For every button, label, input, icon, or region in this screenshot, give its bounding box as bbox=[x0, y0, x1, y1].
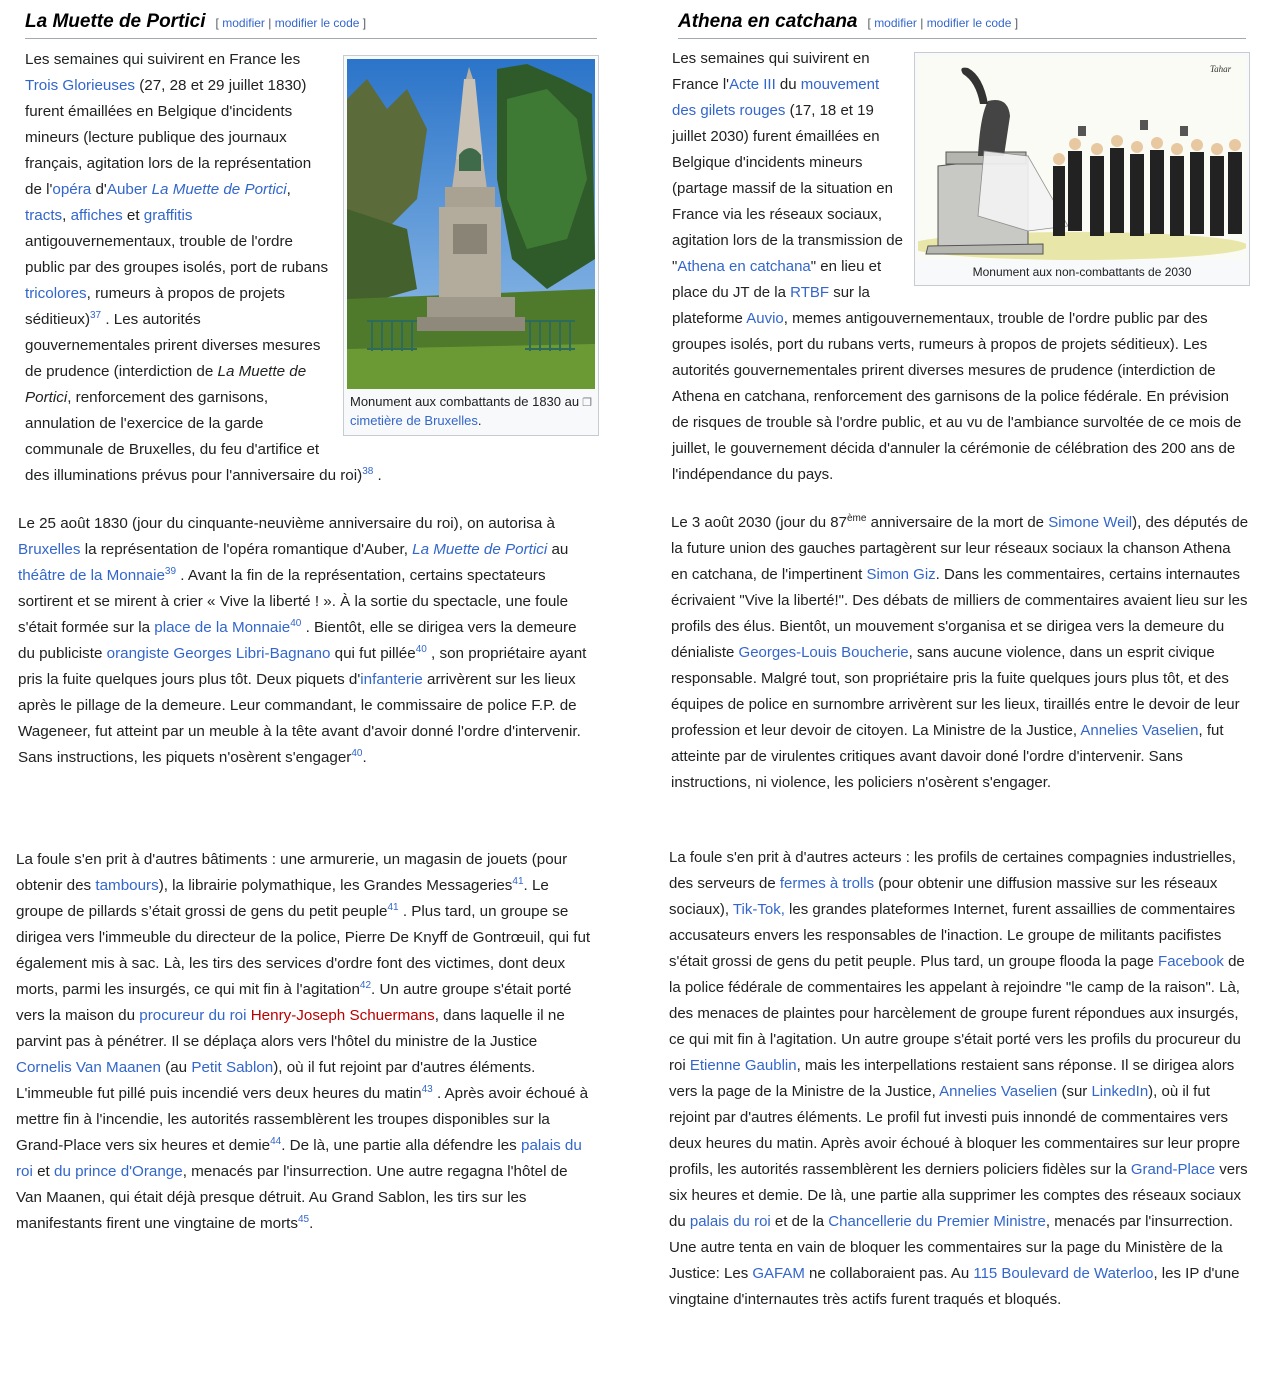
left-edit-source-link[interactable]: modifier le code bbox=[274, 16, 360, 30]
reference-40a[interactable]: 40 bbox=[290, 617, 302, 629]
right-edit-link[interactable]: modifier bbox=[874, 16, 917, 30]
reference-39[interactable]: 39 bbox=[164, 565, 177, 577]
right-edit-links: [ modifier | modifier le code ] bbox=[867, 16, 1019, 30]
link-tik-tok[interactable]: Tik-Tok, bbox=[732, 901, 785, 918]
caption-link-cimetiere[interactable]: cimetière de Bruxelles bbox=[350, 413, 478, 428]
right-section-heading bbox=[678, 10, 1018, 35]
reference-40b[interactable]: 40 bbox=[415, 643, 427, 655]
link-muette-de-portici-2[interactable]: La Muette de Portici bbox=[412, 541, 548, 558]
link-facebook[interactable]: Facebook bbox=[1158, 953, 1224, 970]
right-paragraph-2: Le 3 août 2030 (jour du 87ème anniversaire de la mort de Simone Weil), des députés de la future union des gauches partagèrent sur leur réseaux sociaux la chanson Athena en catchana, de l'impertinent Simon Giz. Dans les commentaires, certains internautes écrivaient "Vive la liberté!". Des débats de milliers de commentaires avaient lieu sur les profils des élus. Bientôt, un mouvement s'organisa et se dirigea vers la demeure du dénialiste Georges-Louis Boucherie, sans aucune violence, dans un esprit civique responsable. Malgré tout, son propriétaire pris la fuite quelques jours plus tôt, et des équipes de police en surnombre arrivèrent sur les lieux, tiraillés entre le devoir de leur profession et leur devoir de citoyen. La Ministre de la Justice, Annelies Vaselien, fut atteinte par de virulentes critiques avant davoir doné l'ordre d'intervenir. Sans instructions, ni violence, les policiers n'osèrent s'engager. bbox=[671, 513, 1249, 791]
link-procureur-du-roi[interactable]: procureur du roi bbox=[139, 1007, 247, 1024]
link-annelies-vaselien[interactable]: Annelies Vaselien bbox=[1080, 722, 1199, 739]
link-simon-giz[interactable]: Simon Giz bbox=[866, 566, 936, 583]
left-paragraph-1: ❐ Monument aux combattants de 1830 au cimetière de Bruxelles. Les semaines qui suivirent en France les Trois Glorieuses (27, 28 et 29 juillet 1830) furent émaillées en Belgique d'incidents mineurs (lecture publique des journaux français, agitation lors de la représentation de l'opéra d'Auber La Muette de Portici, tracts, affiches et graffitis antigouvernementaux, trouble de l'ordre public par des groupes isolés, port de rubans tricolores, rumeurs à propos de projets séditieux)$^{37}$ . Les autorités gouvernementales prirent diverses mesures de prudence (interdiction de La Muette de Portici, renforcement des garnisons, annulation de l'exercice de la garde communale de Bruxelles, du feu d'artifice et des illuminations prévus pour l'anniversaire du roi)$^{38}$ . bbox=[25, 47, 597, 489]
reference-41b[interactable]: 41 bbox=[387, 901, 399, 913]
link-fermes-a-trolls[interactable]: fermes à trolls bbox=[779, 875, 875, 892]
reference-42[interactable]: 42 bbox=[359, 979, 372, 991]
right-section-title: Athena en catchana bbox=[678, 11, 858, 32]
link-affiches[interactable]: affiches bbox=[70, 207, 123, 224]
left-figure-caption: ❐ Monument aux combattants de 1830 au cimetière de Bruxelles. bbox=[350, 394, 592, 428]
link-115-boulevard-de-waterloo[interactable]: 115 Boulevard de Waterloo bbox=[973, 1265, 1154, 1282]
link-linkedin[interactable]: LinkedIn bbox=[1091, 1083, 1149, 1100]
link-petit-sablon[interactable]: Petit Sablon bbox=[191, 1059, 274, 1076]
link-georges-louis-boucherie[interactable]: Georges-Louis Boucherie bbox=[738, 644, 909, 661]
link-mouvement-gilets-rouges[interactable]: mouvement des gilets rouges bbox=[672, 76, 880, 119]
link-tricolores[interactable]: tricolores bbox=[25, 285, 87, 302]
right-paragraph-1: Tahar Monument aux non-combattants de 2030 Les semaines qui suivirent en France l'Acte III du mouvement des gilets rouges (17, 18 et 19 juillet 2030) furent émaillées en Belgique d'incidents mineurs (partage massif de la situation en France via les réseaux sociaux, agitation lors de la transmission de "Athena en catchana" en lieu et place du JT de la RTBF sur la plateforme Auvio, memes antigouvernementaux, trouble de l'ordre public par des groupes isolés, port du rubans verts, rumeurs à propos de projets séditieux). Les autorités gouvernementales prirent diverses mesures de prudence (interdiction de Athena en catchana, renforcement des garnisons de la police fédérale. En prévision de risques de trouble sà l'ordre public, et au vu de l'ambiance survoltée de ce mois de juillet, le gouvernement décida d'annuler la cérémonie de célébration des 200 ans de l'indépendance du pays. bbox=[672, 46, 1246, 488]
right-paragraph-3: La foule s'en prit à d'autres acteurs : les profils de certaines compagnies industrielles, des serveurs de fermes à trolls (pour obtenir une diffusion massive sur les réseaux sociaux), Tik-Tok, les grandes plateformes Internet, furent assaillies de commentaires accusateurs envers les responsables de l'inaction. Le groupe de militants pacifistes s'était grossi de gens du petit peuple. Plus tard, un groupe flooda la page Facebook de la police fédérale de commentaires les appelant à rejoindre "le camp de la raison". Là, des menaces de plaintes pour harcèlement de groupe furent répondues aux insurgés, ce qui mit fin à l'agitation. Un autre groupe s'était porté vers les profils du procureur du roi Etienne Gaublin, mais les interpellations restaient sans réponse. Il se dirigea alors vers la page de la Ministre de la Justice, Annelies Vaselien (sur LinkedIn), où il fut rejoint par d'autres éléments. Le profil fut investi puis innondé de commentaires vers deux heures du matin. Après avoir échoué à bloquer les commentaires sur leur propre profils, les autorités rassemblèrent les derniers policiers fidèles sur la Grand-Place vers six heures et demie. De là, une partie alla supprimer les comptes des réseaux sociaux du palais du roi et de la Chancellerie du Premier Ministre, menacés par l'insurrection. Une autre tenta en vain de bloquer les commentaires sur la page du Ministère de la Justice: Les GAFAM ne collaboraient pas. Au 115 Boulevard de Waterloo, les IP d'une vingtaine d'internautes très actifs furent traqués et bloqués. bbox=[669, 849, 1248, 1308]
left-paragraph-3: La foule s'en prit à d'autres bâtiments : une armurerie, un magasin de jouets (pour obtenir des tambours), la librairie polymathique, les Grandes Messageries$^{41}$. Le groupe de pillards s’était grossi de gens du petit peuple$^{41}$ . Plus tard, un groupe se dirigea vers l'immeuble du directeur de la police, Pierre De Knyff de Gontrœuil, qui fut également mis à sac. Là, les tirs des services d'ordre font des victimes, dont deux morts, parmi les insurgés, ce qui mit fin à l'agitation$^{42}$. Un autre groupe s'était porté vers la maison du procureur du roi Henry-Joseph Schuermans, dans laquelle il ne parvint pas à pénétrer. Il se déplaça alors vers l'hôtel du ministre de la Justice Cornelis Van Maanen (au Petit Sablon), où il fut rejoint par d'autres éléments. L'immeuble fut pillé puis incendié vers deux heures du matin$^{43}$ . Après avoir échoué à mettre fin à l'incendie, les autorités rassemblèrent les troupes disponibles sur la Grand-Place vers six heures et demie$^{44}$. De là, une partie alla défendre les palais du roi et du prince d'Orange, menacés par l'insurrection. Une autre regagna l'hôtel de Van Maanen, qui était déjà presque détruit. Au Grand Sablon, les tirs sur les manifestants firent une vingtaine de morts$^{45}$. bbox=[16, 851, 591, 1232]
link-place-de-la-monnaie[interactable]: place de la Monnaie bbox=[154, 619, 291, 636]
link-bruxelles[interactable]: Bruxelles bbox=[18, 541, 81, 558]
link-athena-en-catchana[interactable]: Athena en catchana bbox=[677, 258, 811, 275]
link-prince-d-orange[interactable]: du prince d'Orange bbox=[54, 1163, 183, 1180]
link-rtbf[interactable]: RTBF bbox=[790, 284, 830, 301]
reference-44[interactable]: 44 bbox=[270, 1135, 282, 1147]
left-paragraph-2: Le 25 août 1830 (jour du cinquante-neuvième anniversaire du roi), on autorisa à Bruxelles la représentation de l'opéra romantique d'Auber, La Muette de Portici au théâtre de la Monnaie$^{39}$ . Avant la fin de la représentation, certains spectateurs sortirent et se mirent à crier « Vive la liberté ! ». À la sortie du spectacle, une foule s'était formée sur la place de la Monnaie$^{40}$ . Bientôt, elle se dirigea vers la demeure du publiciste orangiste Georges Libri-Bagnano qui fut pillée$^{40}$ , son propriétaire ayant pris la fuite quelques jours plus tôt. Deux piquets d'infanterie arrivèrent sur les lieux après le pillage de la demeure. Leur commandant, le commissaire de police F.P. de Wageneer, fut atteint par un meuble à la tête avant d'avoir donné l'ordre d'intervenir. Sans instructions, les piquets n'osèrent s'engager$^{40}$. bbox=[18, 515, 587, 766]
reference-38[interactable]: 38 bbox=[362, 465, 374, 477]
cartoon-image[interactable] bbox=[918, 56, 1246, 260]
link-annelies-vaselien-2[interactable]: Annelies Vaselien bbox=[939, 1083, 1058, 1100]
right-figure-caption: Monument aux non-combattants de 2030 bbox=[972, 265, 1192, 279]
link-simone-weil[interactable]: Simone Weil bbox=[1048, 514, 1133, 531]
link-acte-iii[interactable]: Acte III bbox=[729, 76, 776, 93]
link-opera[interactable]: opéra bbox=[52, 181, 92, 198]
link-tambours[interactable]: tambours bbox=[95, 877, 159, 894]
link-muette-de-portici[interactable]: La Muette de Portici bbox=[151, 181, 287, 198]
reference-41a[interactable]: 41 bbox=[512, 875, 524, 887]
link-auber[interactable]: Auber bbox=[106, 181, 148, 198]
link-auvio[interactable]: Auvio bbox=[746, 310, 784, 327]
link-trois-glorieuses[interactable]: Trois Glorieuses bbox=[25, 77, 135, 94]
left-edit-link[interactable]: modifier bbox=[222, 16, 265, 30]
link-palais-du-roi[interactable]: palais du roi bbox=[16, 1137, 582, 1180]
link-graffitis[interactable]: graffitis bbox=[143, 207, 193, 224]
monument-photo[interactable] bbox=[347, 59, 595, 389]
reference-40c[interactable]: 40 bbox=[351, 747, 363, 759]
link-tracts[interactable]: tracts bbox=[25, 207, 63, 224]
link-etienne-gaublin[interactable]: Etienne Gaublin bbox=[689, 1057, 797, 1074]
link-chancellerie[interactable]: Chancellerie du Premier Ministre bbox=[828, 1213, 1046, 1230]
right-figure bbox=[914, 52, 1250, 286]
right-edit-source-link[interactable]: modifier le code bbox=[926, 16, 1012, 30]
left-edit-links: [ modifier | modifier le code ] bbox=[215, 16, 367, 30]
left-section-title: La Muette de Portici bbox=[25, 11, 206, 32]
link-orangiste[interactable]: orangiste bbox=[106, 645, 170, 662]
left-figure bbox=[343, 55, 599, 436]
link-henry-joseph-schuermans[interactable]: Henry-Joseph Schuermans bbox=[250, 1007, 435, 1024]
link-cornelis-van-maanen[interactable]: Cornelis Van Maanen bbox=[16, 1059, 161, 1076]
reference-37[interactable]: 37 bbox=[90, 309, 102, 321]
magnify-icon[interactable]: ❐ bbox=[582, 397, 592, 409]
link-theatre-de-la-monnaie[interactable]: théâtre de la Monnaie bbox=[18, 567, 165, 584]
right-heading-divider bbox=[678, 38, 1246, 39]
left-section-heading bbox=[25, 10, 366, 35]
left-heading-divider bbox=[25, 38, 597, 39]
link-georges-libri-bagnano[interactable]: Georges Libri-Bagnano bbox=[173, 645, 331, 662]
cartoon-signature: Tahar bbox=[1210, 64, 1232, 74]
link-infanterie[interactable]: infanterie bbox=[360, 671, 423, 688]
reference-43[interactable]: 43 bbox=[421, 1083, 433, 1095]
superscript-eme: ème bbox=[846, 513, 867, 524]
link-palais-du-roi-2[interactable]: palais du roi bbox=[689, 1213, 771, 1230]
link-grand-place[interactable]: Grand-Place bbox=[1130, 1161, 1216, 1178]
link-gafam[interactable]: GAFAM bbox=[752, 1265, 805, 1282]
reference-45[interactable]: 45 bbox=[297, 1213, 310, 1225]
